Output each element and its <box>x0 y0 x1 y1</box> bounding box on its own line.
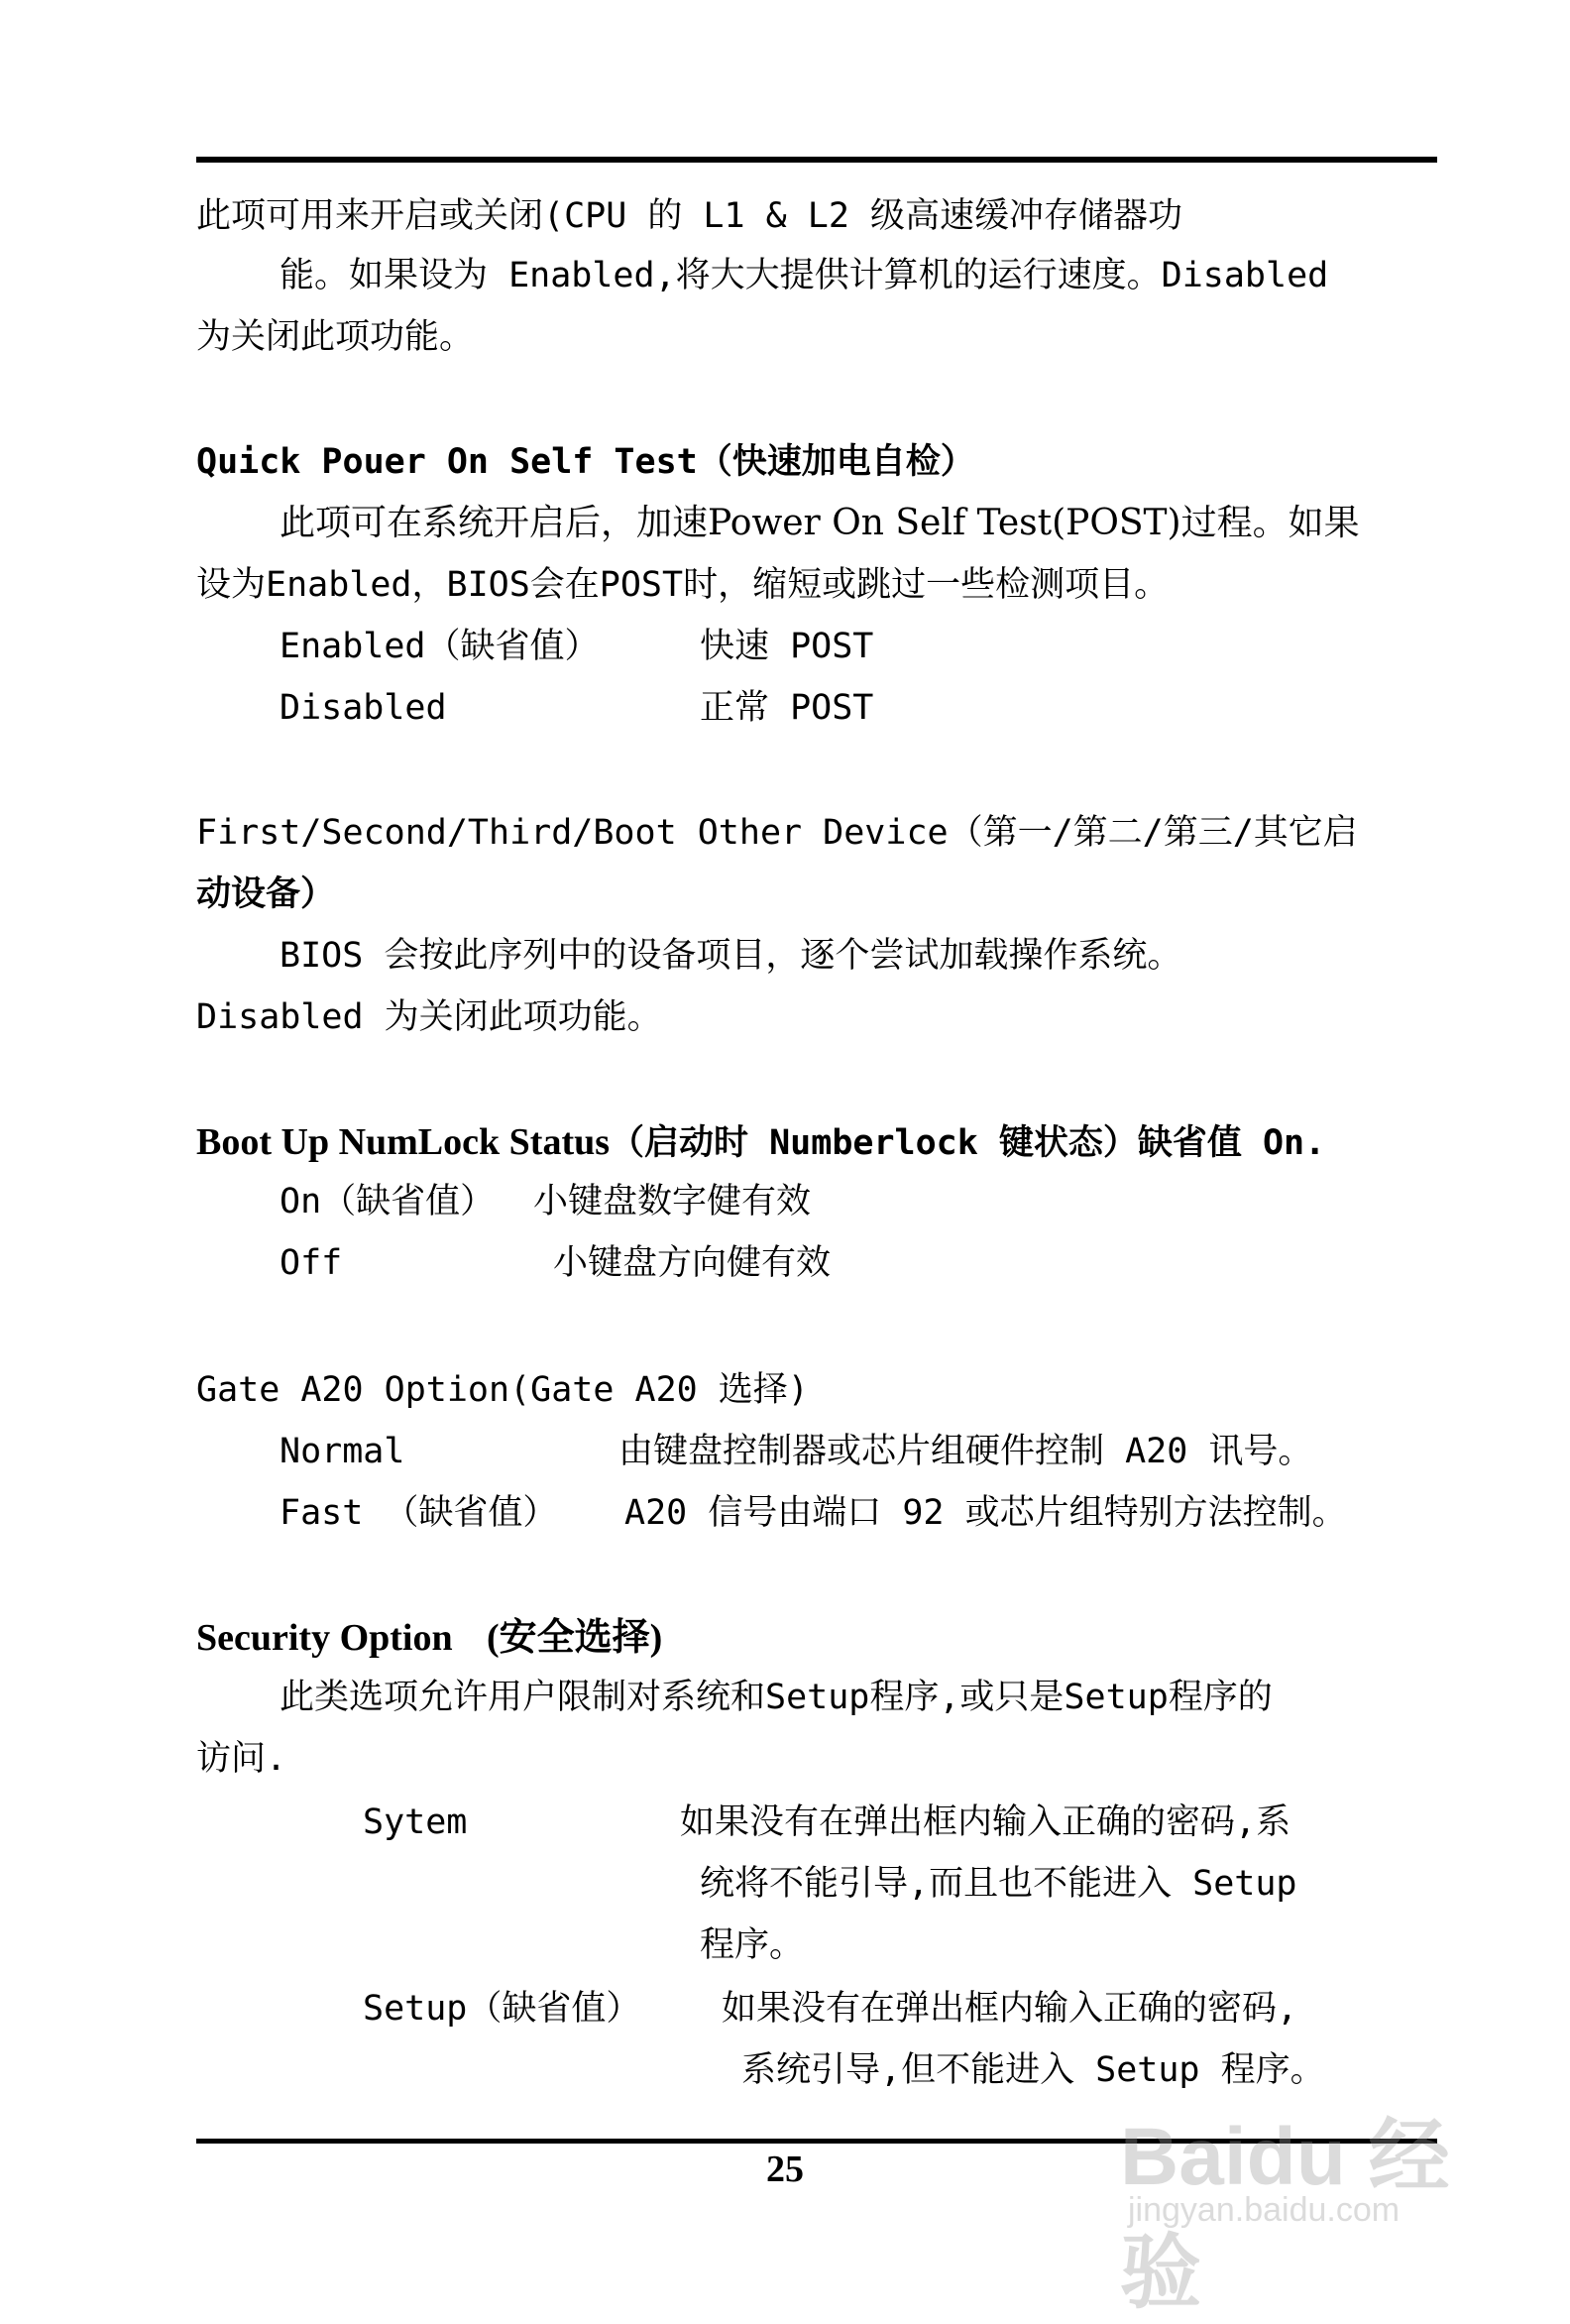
quick-post-desc-2: 设为Enabled，BIOS会在POST时，缩短或跳过一些检测项目。 <box>196 565 1170 605</box>
quick-post-desc-1: 此项可在系统开启后，加速Power On Self Test(POST)过程。如果 <box>280 503 1360 543</box>
numlock-heading-bold: Boot Up NumLock Status <box>196 1121 611 1163</box>
page-number: 25 <box>766 2149 804 2190</box>
security-desc-2: 访问. <box>196 1739 287 1779</box>
security-heading-rest: (安全选择) <box>486 1617 663 1659</box>
option-name: Disabled <box>280 688 447 728</box>
option-desc: 系统引导,但不能进入 Setup 程序。 <box>741 2050 1325 2090</box>
option-desc: 如果没有在弹出框内输入正确的密码,系 <box>680 1802 1291 1842</box>
security-heading-bold: Security Option <box>196 1617 453 1659</box>
option-name: Setup（缺省值） <box>363 1989 641 2029</box>
option-name: On（缺省值） <box>280 1182 496 1221</box>
watermark-brand: Baidu 经验 <box>1120 2112 1450 2318</box>
security-desc-1: 此类选项允许用户限制对系统和Setup程序,或只是Setup程序的 <box>280 1678 1273 1717</box>
cache-text-line-1: 此项可用来开启或关闭(CPU 的 L1 & L2 级高速缓冲存储器功 <box>196 196 1183 236</box>
security-heading <box>196 1616 662 1661</box>
numlock-heading-rest: （启动时 Numberlock 键状态）缺省值 On. <box>610 1123 1326 1163</box>
option-desc: 快速 POST <box>700 627 874 666</box>
option-desc: 统将不能引导,而且也不能进入 Setup <box>700 1864 1297 1904</box>
option-desc: 程序。 <box>700 1925 805 1965</box>
boot-device-desc-1: BIOS 会按此序列中的设备项目，逐个尝试加载操作系统。 <box>280 936 1182 976</box>
option-name: Sytem <box>363 1802 468 1842</box>
option-name: Off <box>280 1243 343 1283</box>
option-desc: 如果没有在弹出框内输入正确的密码, <box>722 1989 1298 2029</box>
numlock-heading <box>196 1120 1325 1165</box>
option-desc: 小键盘方向健有效 <box>553 1243 832 1283</box>
watermark-url: jingyan.baidu.com <box>1128 2191 1401 2229</box>
option-desc: A20 信号由端口 92 或芯片组特别方法控制。 <box>624 1493 1347 1533</box>
boot-device-heading-1: First/Second/Third/Boot Other Device（第一/第二/第三/其它启 <box>196 813 1358 853</box>
quick-post-heading: Quick Pouer On Self Test（快速加电自检） <box>196 442 975 482</box>
option-name: Enabled（缺省值） <box>280 627 600 666</box>
option-name: Normal <box>280 1432 405 1471</box>
cache-text-line-2: 能。如果设为 Enabled,将大大提供计算机的运行速度。Disabled <box>280 256 1329 295</box>
cache-text-line-3: 为关闭此项功能。 <box>196 317 475 357</box>
option-desc: 由键盘控制器或芯片组硬件控制 A20 讯号。 <box>618 1432 1313 1471</box>
option-desc: 正常 POST <box>700 688 874 728</box>
header-rule <box>196 157 1437 163</box>
boot-device-desc-2: Disabled 为关闭此项功能。 <box>196 997 662 1037</box>
option-name: Fast （缺省值） <box>280 1493 558 1533</box>
option-desc: 小键盘数字健有效 <box>533 1182 812 1221</box>
boot-device-heading-2: 动设备） <box>196 874 336 914</box>
watermark <box>1110 2092 1487 2318</box>
gate-a20-heading: Gate A20 Option(Gate A20 选择) <box>196 1370 809 1410</box>
